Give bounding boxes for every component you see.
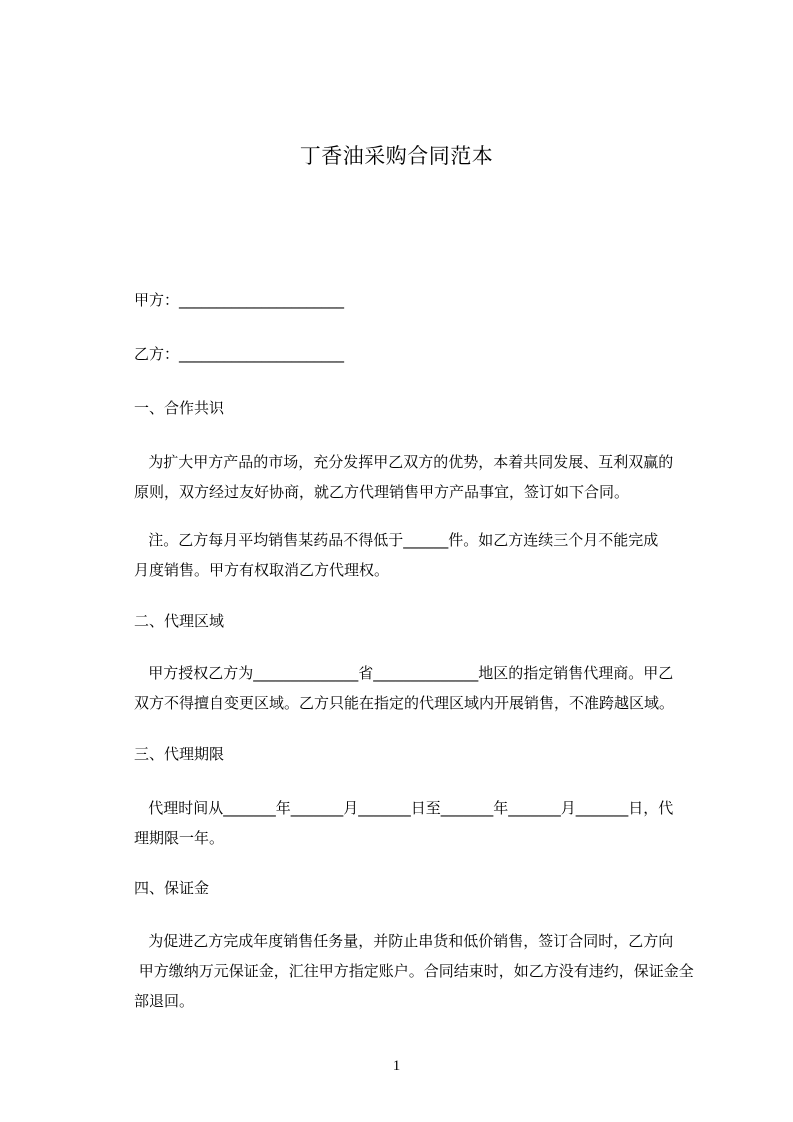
paragraph-region [134,658,704,718]
paragraph-term [134,793,704,853]
paragraph-line: 为扩大甲方产品的市场，充分发挥甲乙双方的优势，本着共同发展、互利双赢的 [134,453,674,471]
party-a-line: 甲方：______________________ [134,291,345,309]
paragraph-deposit [134,926,704,1016]
paragraph-line: 甲方授权乙方为______________省______________地区的指定销售代理商。甲乙 [134,664,674,682]
paragraph-note [134,525,704,585]
paragraph-line: 月度销售。甲方有权取消乙方代理权。 [134,561,390,579]
paragraph-cooperation [134,447,704,507]
paragraph-line: 理期限一年。 [134,829,225,847]
paragraph-line: 部退回。 [134,992,195,1010]
paragraph-line: 注。乙方每月平均销售某药品不得低于______件。如乙方连续三个月不能完成 [134,531,659,549]
paragraph-line: 代理时间从_______年_______月_______日至_______年_______月_______日，代 [134,799,674,817]
paragraph-line: 为促进乙方完成年度销售任务量，并防止串货和低价销售，签订合同时，乙方向 [134,932,674,950]
party-b-line: 乙方：______________________ [134,345,345,363]
paragraph-line: 原则，双方经过友好协商，就乙方代理销售甲方产品事宜，签订如下合同。 [134,483,630,501]
paragraph-line: 双方不得擅自变更区域。乙方只能在指定的代理区域内开展销售，不准跨越区域。 [134,694,675,712]
section-heading-cooperation: 一、合作共识 [134,399,225,417]
document-title: 丁香油采购合同范本 [299,144,494,168]
section-heading-term: 三、代理期限 [134,745,225,763]
section-heading-deposit: 四、保证金 [134,879,210,897]
page-number: 1 [392,1058,401,1074]
section-heading-region: 二、代理区域 [134,612,225,630]
paragraph-line: 甲方缴纳万元保证金，汇往甲方指定账户。合同结束时，如乙方没有违约，保证金全 [134,962,694,980]
